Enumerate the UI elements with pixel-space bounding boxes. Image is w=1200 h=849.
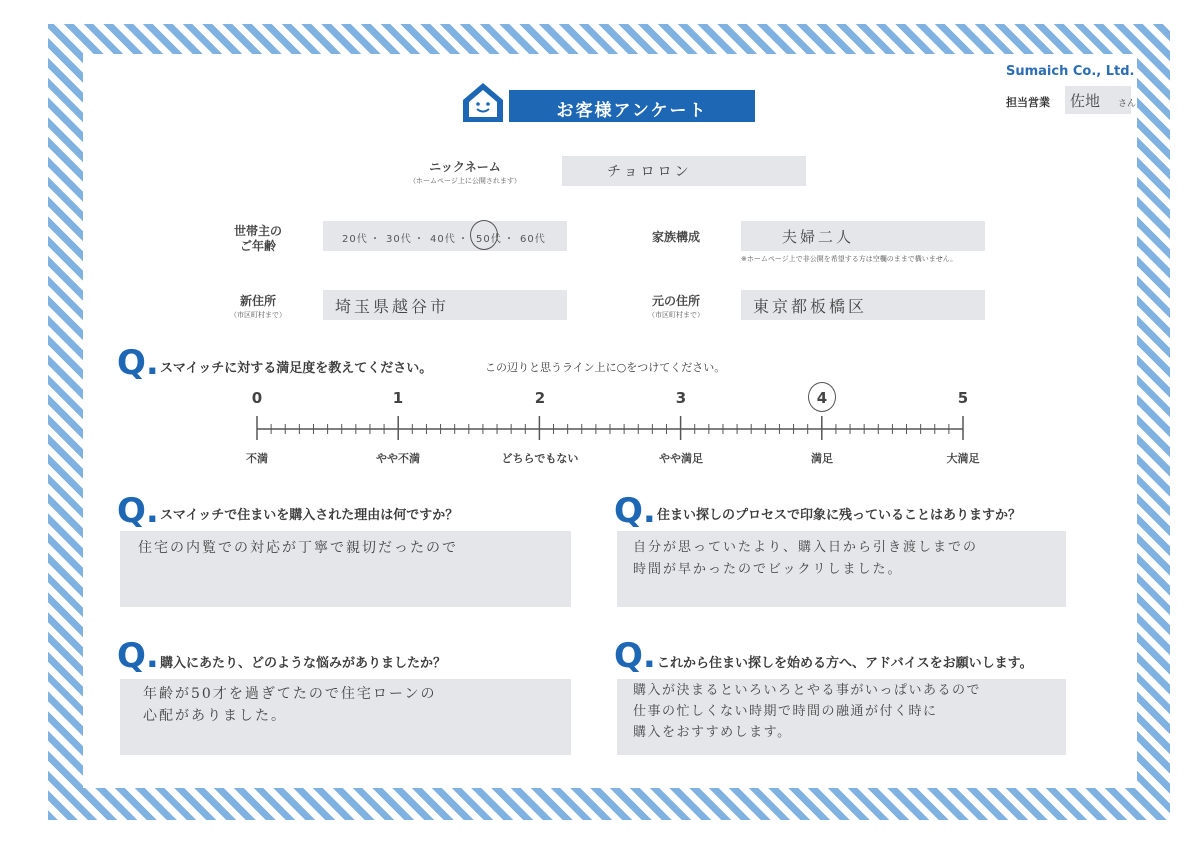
staff-suffix: さん — [1118, 99, 1137, 109]
new-address-label: 新住所 — [239, 294, 276, 308]
scale-label-1: やや不満 — [376, 452, 420, 465]
new-address-value: 埼玉県越谷市 — [335, 297, 450, 316]
family-note: ※ホームページ上で非公開を希望する方は空欄のままで構いません。 — [741, 255, 958, 263]
satisfaction-scale-line[interactable] — [250, 412, 970, 442]
satisfaction-question-note: この辺りと思うライン上に○をつけてください。 — [485, 361, 726, 374]
scale-ticks — [257, 416, 963, 440]
age-separator: ・ — [370, 234, 381, 245]
scale-label-0: 不満 — [246, 452, 268, 465]
question-advice: これから住まい探しを始める方へ、アドバイスをお願いします。 — [657, 656, 1033, 671]
question-concerns: 購入にあたり、どのような悩みがありましたか？ — [160, 656, 447, 671]
age-option-50[interactable]: 50代 — [476, 234, 502, 245]
satisfaction-question: スマイッチに対する満足度を教えてください。 — [160, 361, 433, 376]
question-mark: Q. — [614, 636, 656, 676]
question-mark: Q. — [117, 491, 159, 531]
answer-memorable-process: 自分が思っていたより、購入日から引き渡しまでの 時間が早かったのでビックリしました。 — [633, 540, 979, 577]
family-value: 夫婦二人 — [782, 228, 855, 246]
company-name: Sumaich Co., Ltd. — [1006, 64, 1135, 79]
age-option-30[interactable]: 30代 — [386, 234, 412, 245]
old-address-label: 元の住所 — [651, 294, 700, 308]
nickname-value: チョロロン — [607, 164, 692, 180]
family-field[interactable] — [741, 221, 985, 251]
old-address-value: 東京都板橋区 — [753, 297, 868, 316]
staff-name: 佐地 — [1070, 92, 1101, 110]
age-separator: ・ — [414, 234, 425, 245]
family-label: 家族構成 — [651, 230, 700, 244]
scale-label-5: 大満足 — [946, 452, 980, 465]
scale-label-2: どちらでもない — [501, 452, 579, 465]
scale-label-4: 満足 — [811, 452, 833, 465]
answer-purchase-reason: 住宅の内覧での対応が丁寧で親切だったので — [138, 540, 458, 556]
age-label: 世帯主の ご年齢 — [233, 224, 282, 253]
staff-label: 担当営業 — [1006, 96, 1050, 109]
question-memorable-process: 住まい探しのプロセスで印象に残っていることはありますか？ — [657, 508, 1022, 523]
scale-number-3: 3 — [675, 389, 687, 407]
answer-advice: 購入が決まるといろいろとやる事がいっぱいあるので 仕事の忙しくない時期で時間の融通が付く時に 購入をおすすめします。 — [633, 683, 982, 740]
satisfaction-selection-circle — [808, 382, 836, 412]
scale-label-3: やや満足 — [659, 452, 703, 465]
survey-title-banner — [461, 80, 755, 124]
question-mark: Q. — [614, 491, 656, 531]
age-option-60[interactable]: 60代 — [520, 234, 546, 245]
page-title: お客様アンケート — [556, 101, 708, 121]
age-selection-circle — [470, 220, 498, 250]
scale-number-1: 1 — [392, 389, 404, 407]
age-separator: ・ — [504, 234, 515, 245]
question-mark: Q. — [117, 343, 159, 383]
answer-concerns: 年齢が50才を過ぎてたので住宅ローンの 心配がありました。 — [143, 686, 437, 724]
age-separator: ・ — [458, 234, 469, 245]
title-bar — [509, 90, 755, 122]
question-mark: Q. — [117, 636, 159, 676]
age-option-40[interactable]: 40代 — [430, 234, 456, 245]
scale-number-2: 2 — [534, 389, 546, 407]
nickname-note: （ホームページ上に公開されます） — [409, 177, 521, 185]
question-purchase-reason: スマイッチで住まいを購入された理由は何ですか？ — [160, 508, 459, 523]
scale-number-4: 4 — [816, 389, 828, 407]
new-address-note: （市区町村まで） — [230, 311, 286, 319]
house-face-icon — [461, 80, 505, 124]
old-address-note: （市区町村まで） — [648, 311, 704, 319]
scale-number-0: 0 — [251, 389, 263, 407]
age-option-20[interactable]: 20代 — [342, 234, 368, 245]
scale-number-5: 5 — [957, 389, 969, 407]
nickname-label: ニックネーム — [429, 160, 501, 174]
